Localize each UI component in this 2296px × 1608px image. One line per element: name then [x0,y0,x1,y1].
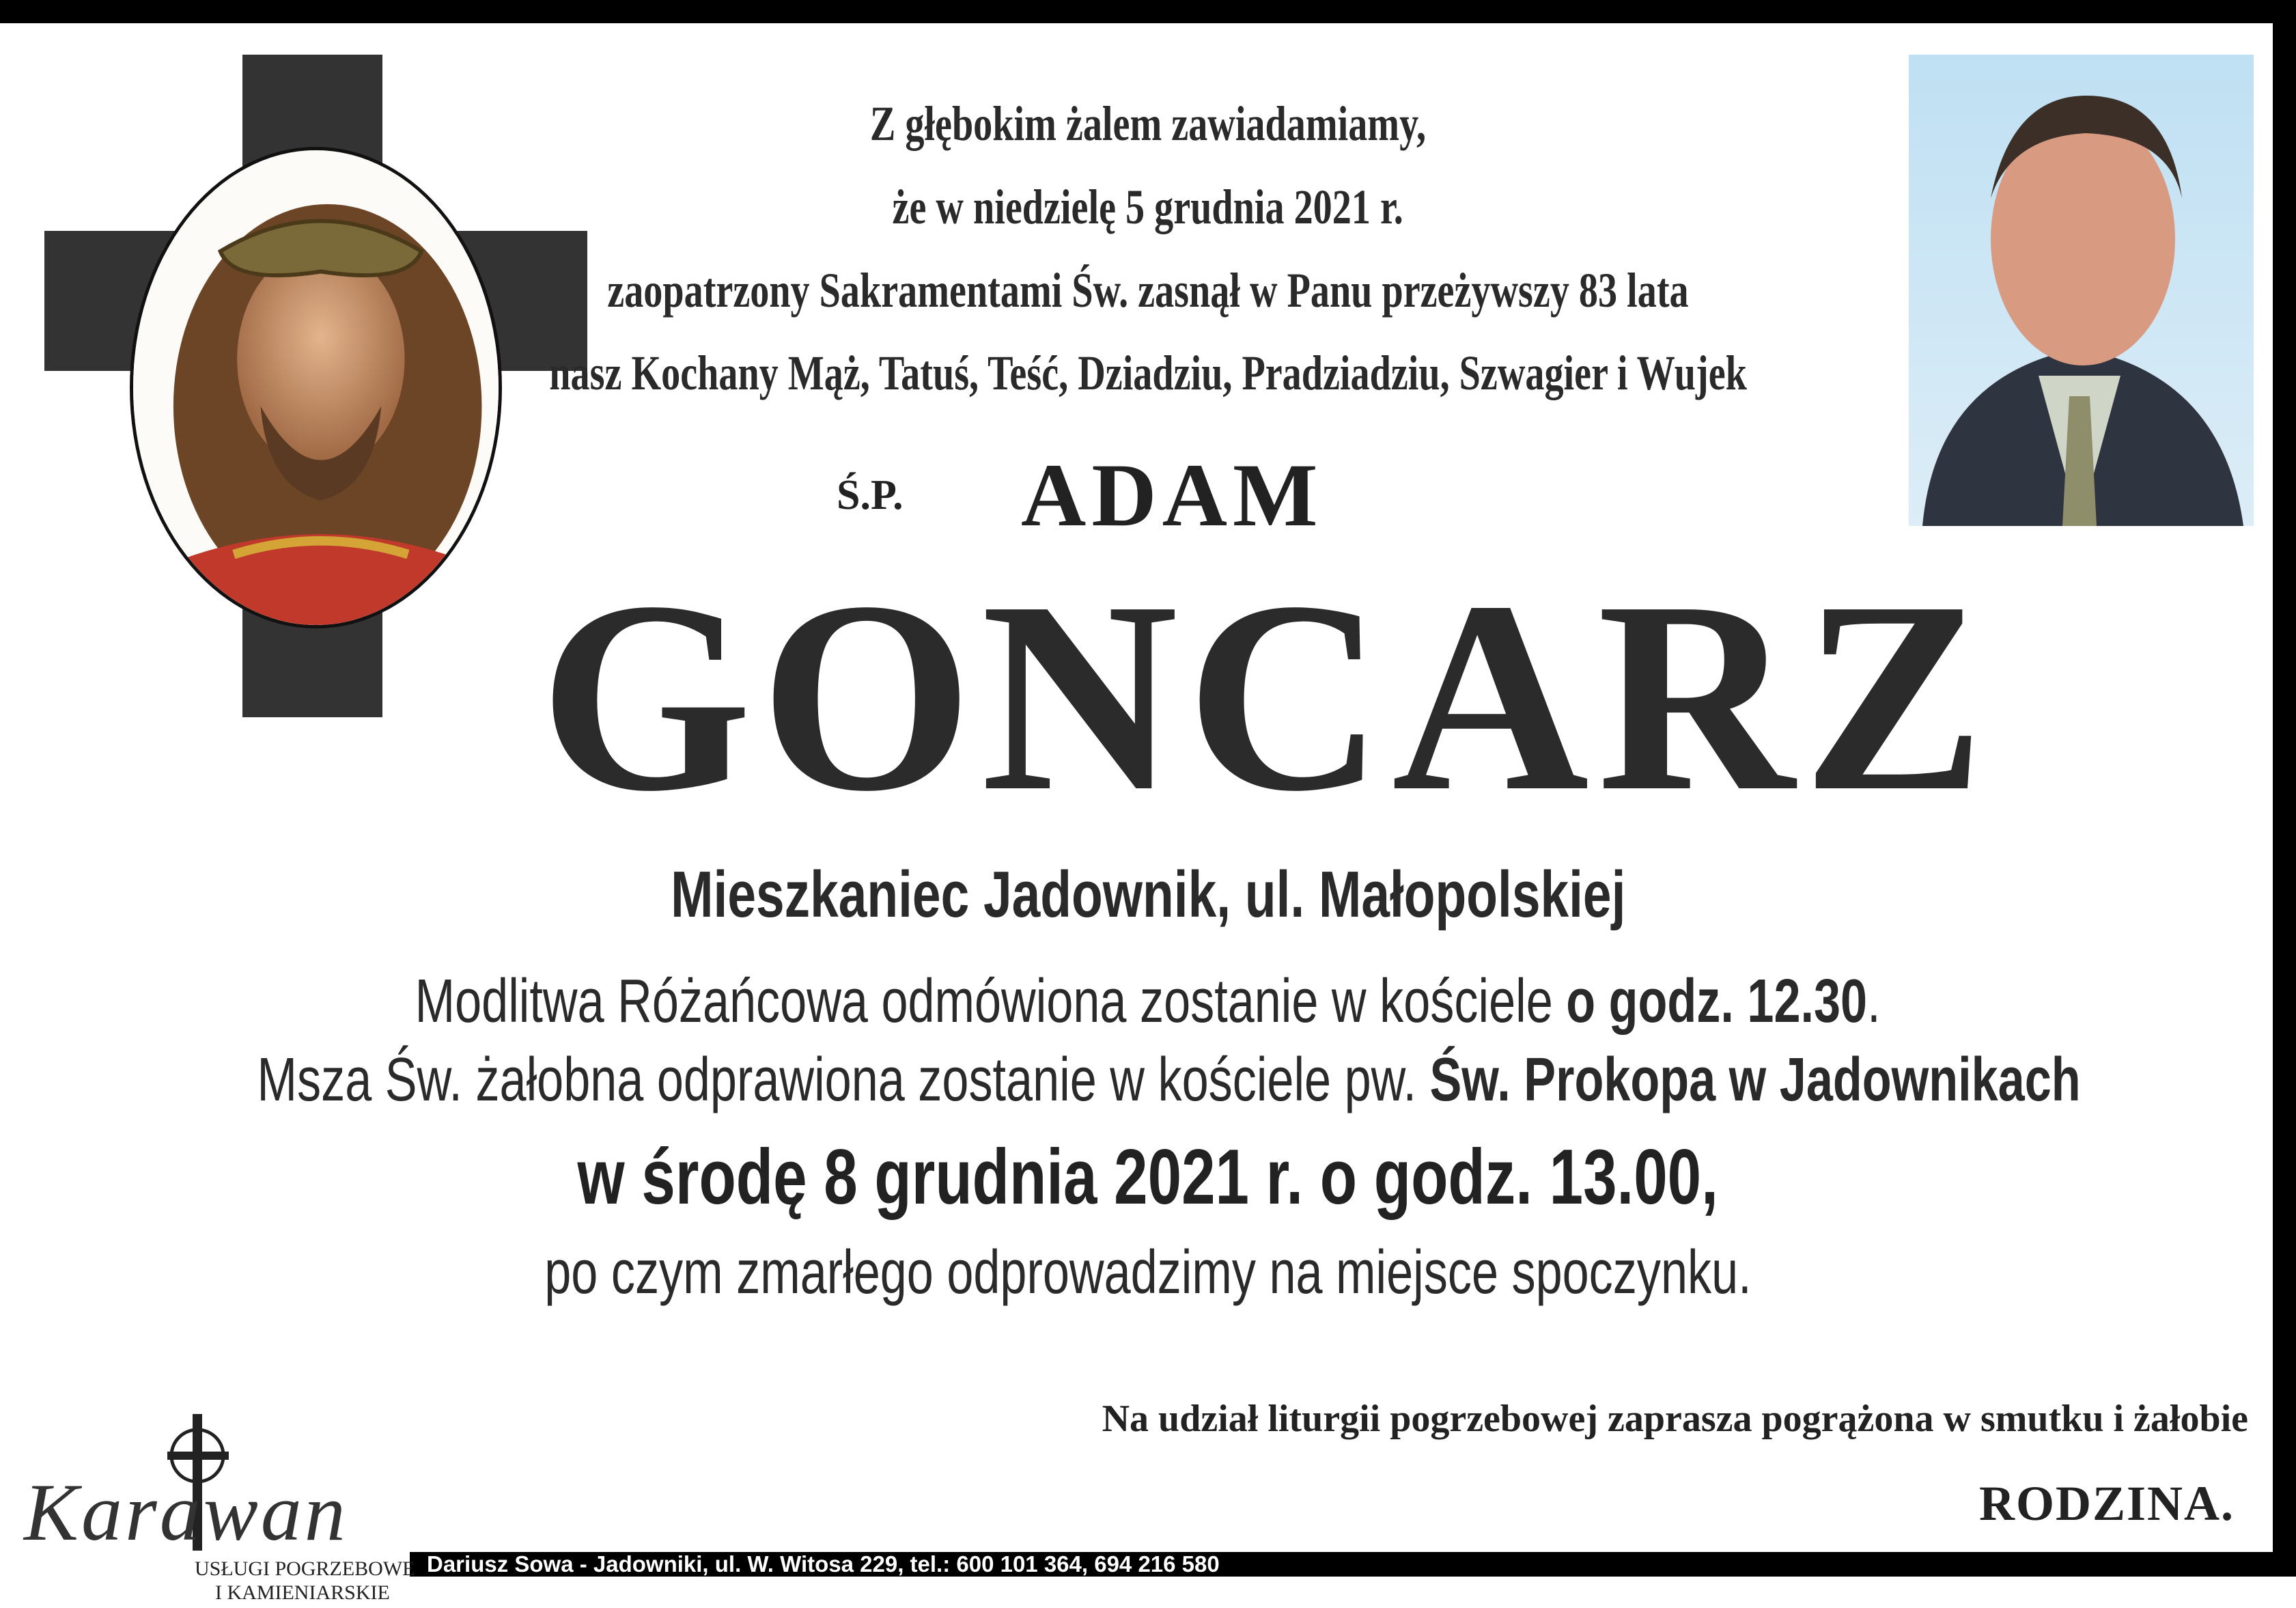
after-line: po czym zmarłego odprowadzimy na miejsce spoczynku. [544,1238,1752,1307]
surname: GONCARZ [540,545,1993,848]
funeral-date-line: w środę 8 grudnia 2021 r. o godz. 13.00, [577,1134,1719,1221]
intro-line-1: Z głębokim żalem zawiadamiamy, [869,96,1427,151]
top-border [0,0,2296,23]
first-name: ADAM [1021,445,1324,545]
footer-contact: Dariusz Sowa - Jadowniki, ul. W. Witosa 229, tel.: 600 101 364, 694 216 580 [427,1551,1220,1577]
mass-line [0,1045,2296,1115]
mass-church: Św. Prokopa w Jadownikach [1429,1046,2081,1114]
logo-name: Karawan [24,1467,348,1557]
intro-line-4: nasz Kochany Mąż, Tatuś, Teść, Dziadziu, Pradziadziu, Szwagier i Wujek [549,346,1747,400]
rosary-text: Modlitwa Różańcowa odmówiona zostanie w kościele [415,967,1567,1036]
logo-subtitle-1: USŁUGI POGRZEBOWE [195,1557,415,1580]
rosary-end: . [1867,967,1881,1036]
logo-subtitle-2: I KAMIENIARSKIE [215,1581,390,1604]
intro-line-2: że w niedzielę 5 grudnia 2021 r. [892,180,1404,234]
residence-line: Mieszkaniec Jadownik, ul. Małopolskiej [670,858,1626,931]
intro-line-3: zaopatrzony Sakramentami Św. zasnął w Panu przeżywszy 83 lata [607,263,1689,318]
rosary-line [0,967,2296,1037]
sp-prefix: Ś.P. [837,472,904,518]
rosary-time: o godz. 12.30 [1566,967,1868,1036]
karawan-logo [0,1414,415,1608]
family-signature: RODZINA. [1978,1476,2235,1531]
invite-line: Na udział liturgii pogrzebowej zaprasza pogrążona w smutku i żałobie [1102,1398,2248,1440]
mass-text: Msza Św. żałobna odprawiona zostanie w kościele pw. [257,1046,1430,1114]
